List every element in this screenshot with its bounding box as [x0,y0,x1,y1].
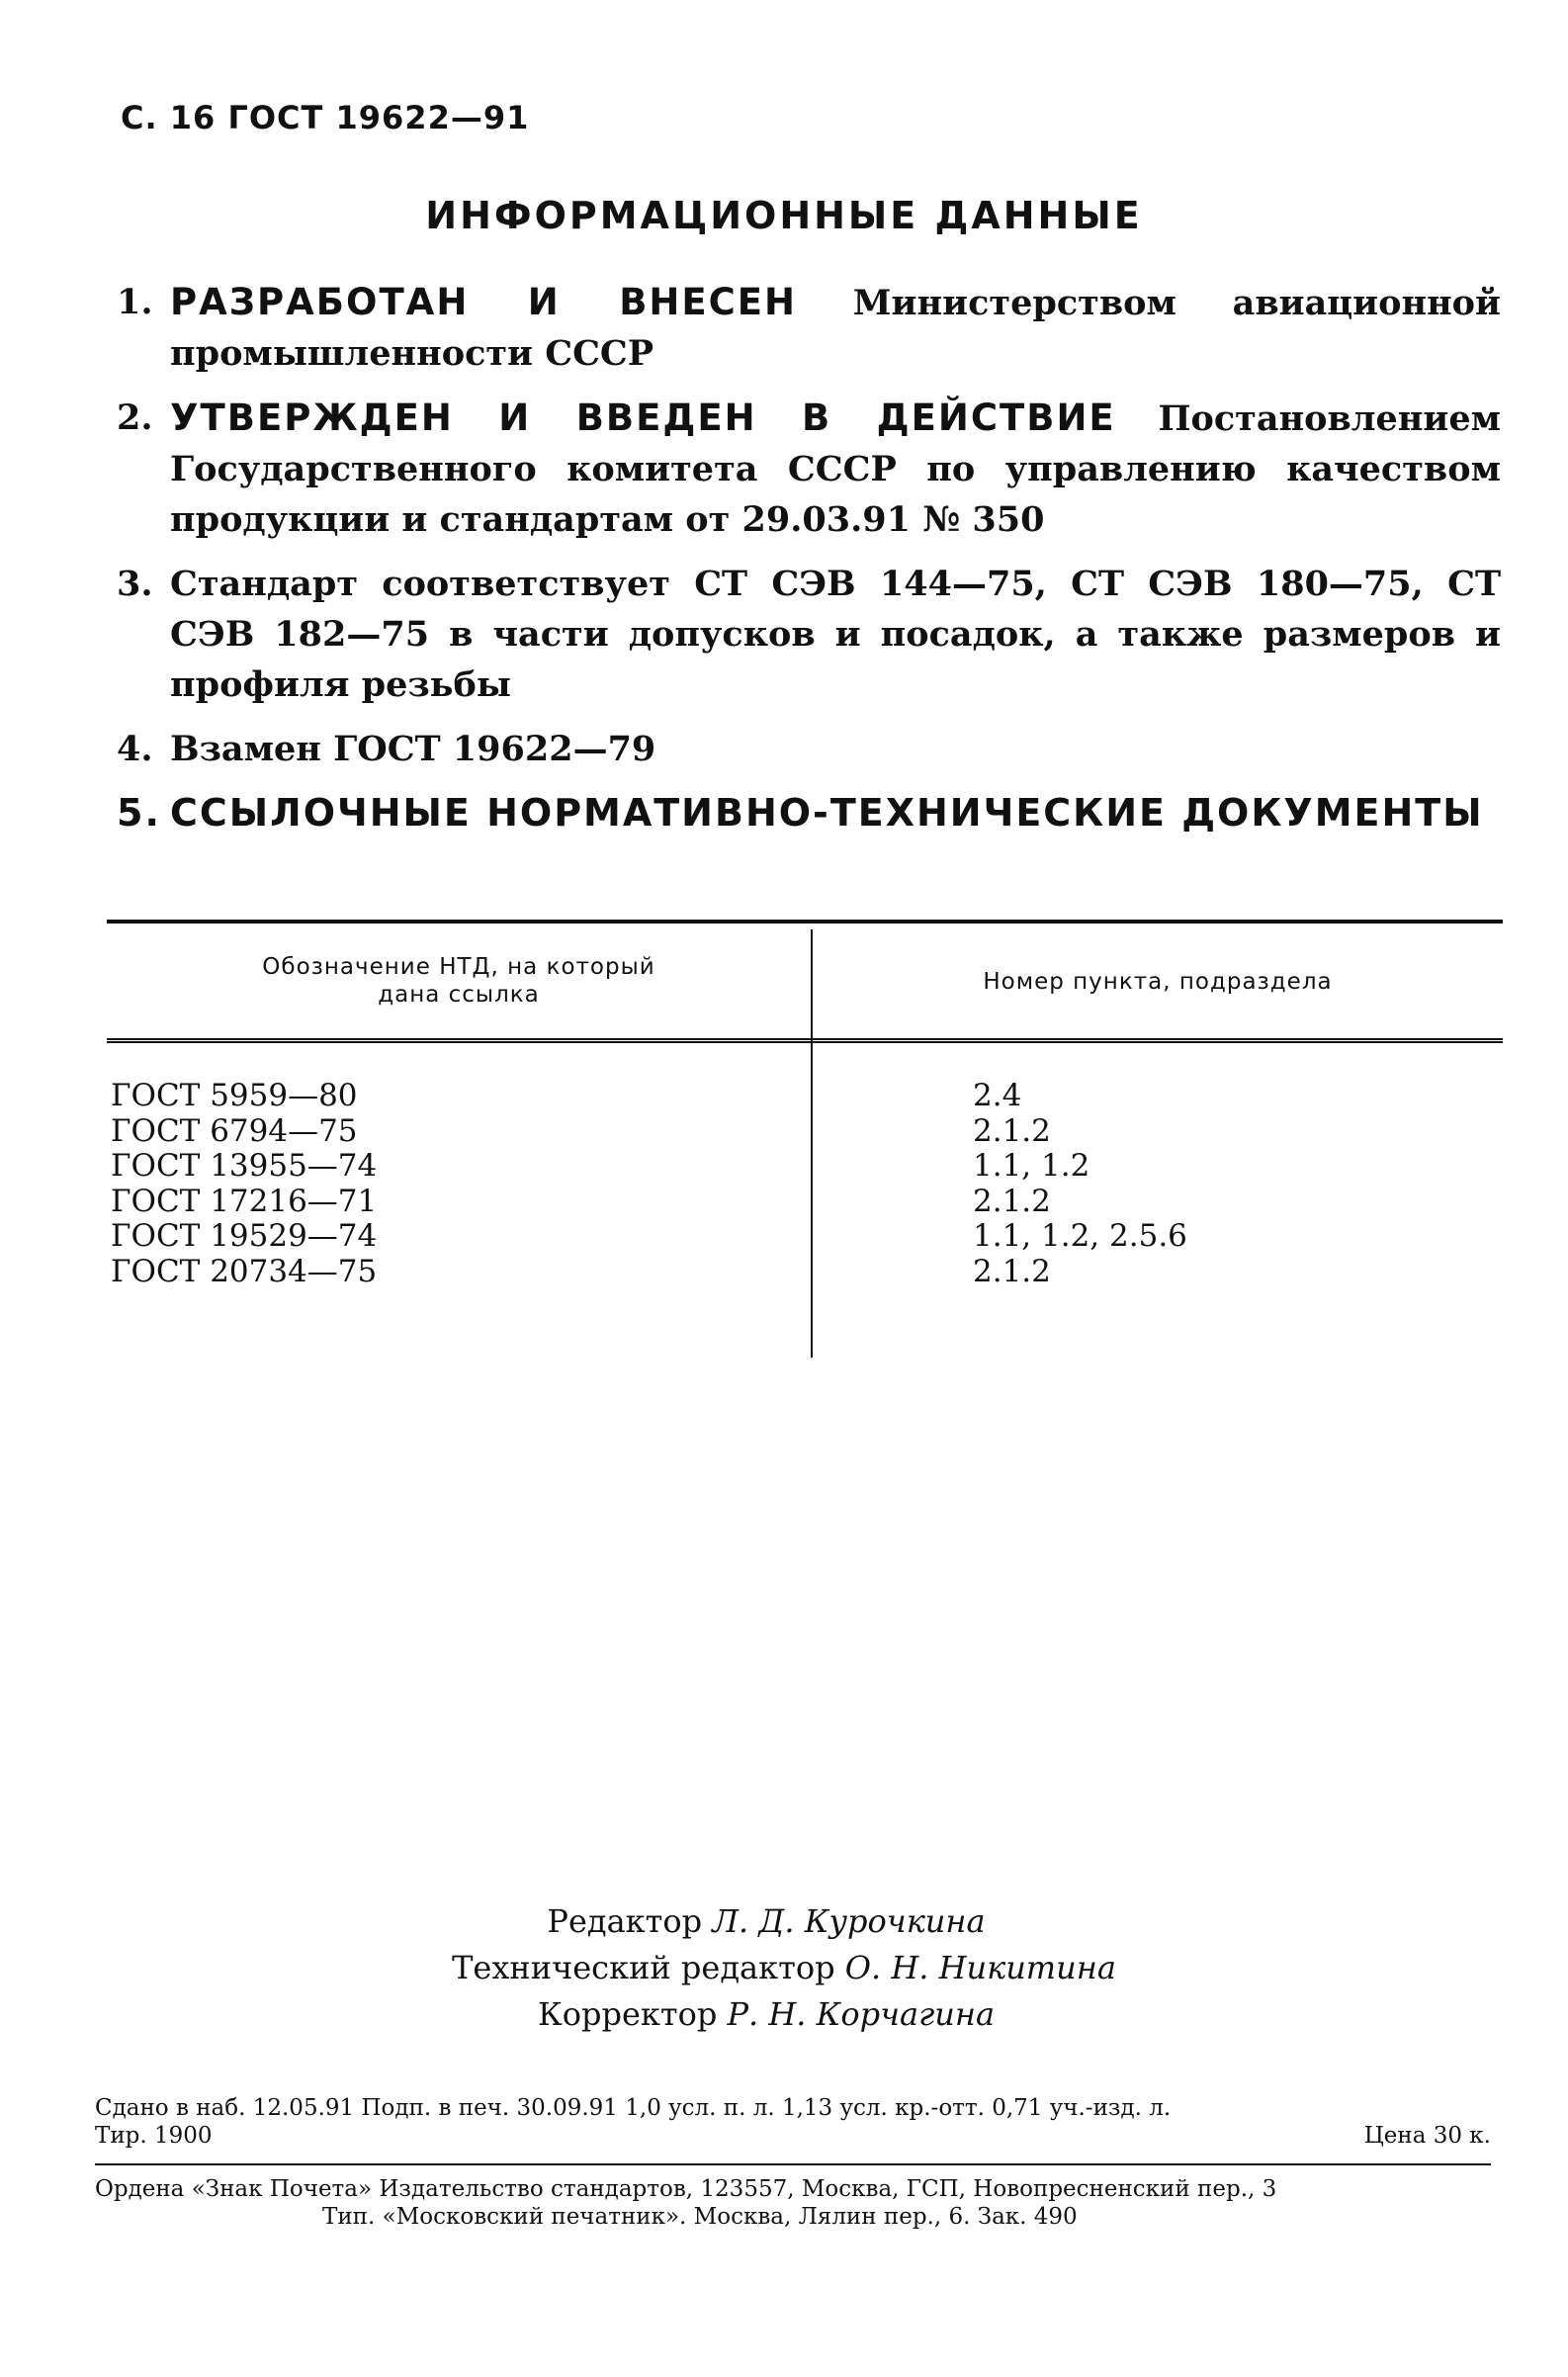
item-number: 4. [117,729,153,769]
cell-clause: 2.4 [973,1078,1022,1113]
header-col-document-line1: Обозначение НТД, на который [262,954,655,980]
table-row [111,1219,1495,1255]
credit-role: Редактор [547,1902,713,1940]
table-row [111,1149,1495,1185]
imprint-publisher: Ордена «Знак Почета» Издательство стандартов, 123557, Москва, ГСП, Новопресненский пер., 3 [95,2176,1277,2202]
table-row [111,1255,1495,1290]
item-number: 2. [117,397,153,438]
credit-role: Технический редактор [452,1949,845,1986]
imprint-block [95,2094,1491,2231]
imprint-print-dates [95,2094,1491,2122]
cell-document: ГОСТ 5959—80 [111,1078,358,1113]
section-title: ИНФОРМАЦИОННЫЕ ДАННЫЕ [425,194,1143,237]
item-lead: РАЗРАБОТАН И ВНЕСЕН [170,281,798,323]
cell-clause: 2.1.2 [973,1183,1051,1219]
credit-editor [0,1898,1550,1945]
cell-clause: 1.1, 1.2 [973,1148,1090,1184]
item-number: 5. [117,791,161,835]
cell-document: ГОСТ 19529—74 [111,1218,378,1254]
cell-document: ГОСТ 17216—71 [111,1183,378,1219]
credit-name: Л. Д. Курочкина [712,1902,986,1940]
table-rows [111,1079,1495,1289]
table-row [111,1079,1495,1114]
credit-tech-editor [0,1945,1568,1991]
header-col-document [107,953,811,1009]
item-number: 1. [117,282,153,322]
info-item-2 [117,393,1501,545]
info-items-list [117,277,1501,852]
reference-table [107,920,1503,1358]
item-text: Министерством авиационной промышленности СССР [170,283,1501,374]
item-lead: ССЫЛОЧНЫЕ НОРМАТИВНО-ТЕХНИЧЕСКИЕ ДОКУМЕНТЫ [170,791,1484,835]
item-text: Постановлением Государственного комитета СССР по управлению качеством продукции и стандартам от 29.03.91 № 350 [170,398,1501,540]
imprint-print-info: Сдано в наб. 12.05.91 Подп. в печ. 30.09.91 1,0 усл. п. л. 1,13 усл. кр.-отт. 0,71 уч.-изд. л. [95,2095,1172,2121]
imprint-divider [95,2163,1491,2165]
cell-clause: 1.1, 1.2, 2.5.6 [973,1218,1187,1254]
cell-clause: 2.1.2 [973,1253,1051,1289]
info-item-3 [117,559,1501,710]
credit-name: Р. Н. Корчагина [727,1995,996,2033]
page-header: С. 16 ГОСТ 19622—91 [121,99,530,136]
cell-document: ГОСТ 13955—74 [111,1148,378,1184]
cell-document: ГОСТ 20734—75 [111,1253,378,1289]
credit-name: О. Н. Никитина [844,1949,1116,1986]
header-col-document-line2: дана ссылка [378,982,540,1008]
item-text: Стандарт соответствует СТ СЭВ 144—75, СТ СЭВ 180—75, СТ СЭВ 182—75 в части допусков и посадок, а также размеров и профиля резьбы [170,564,1501,705]
info-item-5 [117,788,1501,838]
table-header [107,924,1503,1043]
credit-proofreader [0,1991,1550,2038]
item-text: Взамен ГОСТ 19622—79 [170,729,656,769]
credit-role: Корректор [537,1995,728,2033]
table-row [111,1114,1495,1150]
header-col-clause: Номер пункта, подраздела [983,969,1333,995]
imprint-print-run: Тир. 1900 [95,2123,213,2149]
item-lead: УТВЕРЖДЕН И ВВЕДЕН В ДЕЙСТВИЕ [170,396,1116,439]
cell-clause: 2.1.2 [973,1112,1051,1149]
table-body [107,1043,1503,1358]
cell-document: ГОСТ 6794—75 [111,1112,358,1149]
credits-block [0,1898,1568,2038]
imprint-printer: Тип. «Московский печатник». Москва, Лялин пер., 6. Зак. 490 [322,2204,1078,2230]
imprint-run-price [95,2122,1491,2150]
table-row [111,1185,1495,1220]
item-number: 3. [117,564,153,604]
info-item-4 [117,724,1501,774]
imprint-price: Цена 30 к. [1363,2123,1491,2149]
info-item-1 [117,277,1501,379]
